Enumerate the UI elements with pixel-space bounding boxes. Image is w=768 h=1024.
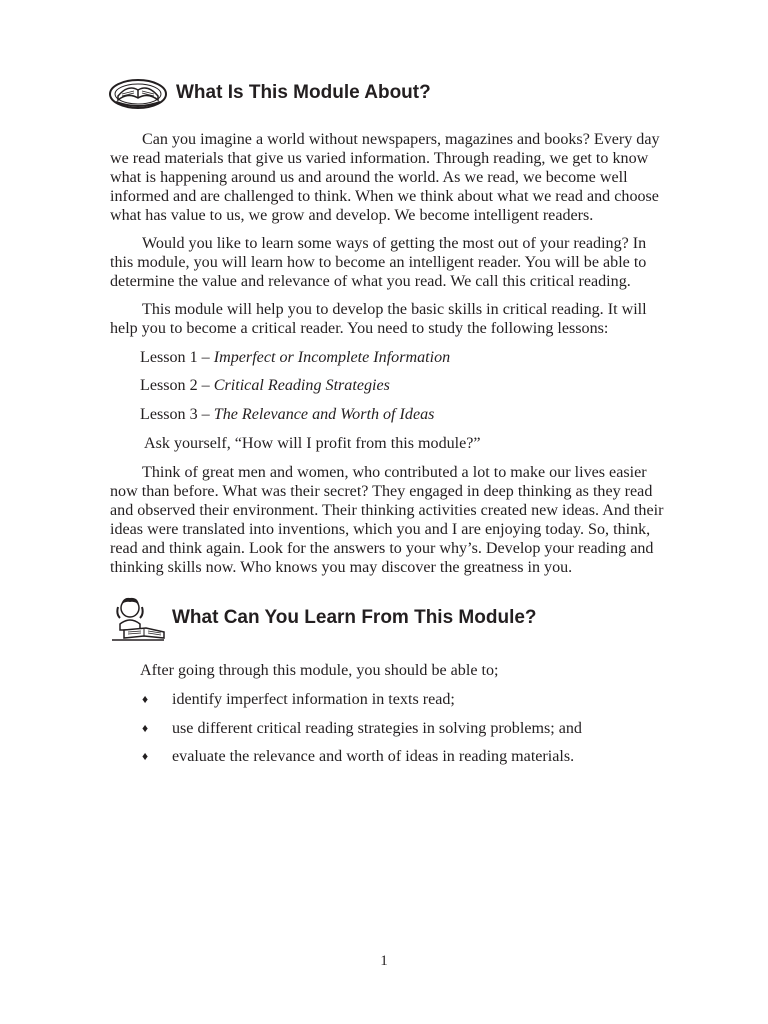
objective-item: identify imperfect information in texts read;: [172, 691, 455, 708]
lesson-label: Lesson 2 –: [140, 377, 214, 394]
diamond-bullet-icon: ♦: [142, 721, 149, 735]
section-title-learn: What Can You Learn From This Module?: [172, 607, 537, 628]
objective-item: evaluate the relevance and worth of ideas in reading materials.: [172, 748, 575, 765]
diamond-bullet-icon: ♦: [142, 692, 149, 706]
lesson-item: [140, 405, 434, 424]
section-heading-about: [108, 74, 431, 112]
open-book-icon: [108, 74, 168, 112]
section-title-about: What Is This Module About?: [176, 82, 431, 103]
skills-paragraph: This module will help you to develop the basic skills in critical reading. It will help you to become a critical reader. You need to study the following lessons:: [110, 301, 647, 337]
diamond-bullet-icon: ♦: [142, 749, 149, 763]
student-reading-icon: [108, 594, 166, 642]
page-number: 1: [380, 953, 388, 969]
reflection-question: Ask yourself, “How will I profit from this module?”: [144, 435, 481, 452]
lesson-title: The Relevance and Worth of Ideas: [213, 406, 435, 423]
lesson-item: [140, 348, 450, 367]
section-heading-learn: [108, 594, 537, 642]
closing-paragraph: Think of great men and women, who contributed a lot to make our lives easier now than before. What was their secret? They engaged in deep thinking as they read and observed their environment. Their thinking activities created new ideas. And their ideas were translated into inventions, which you and I are enjoying today. So, think, read and think again. Look for the answers to your why’s. Develop your reading and thinking skills now. Who knows you may discover the greatness in you.: [110, 464, 664, 576]
objective-item: use different critical reading strategies in solving problems; and: [172, 720, 582, 737]
lesson-label: Lesson 3 –: [140, 406, 214, 423]
lesson-item: [140, 376, 390, 395]
lesson-title: Imperfect or Incomplete Information: [213, 349, 451, 366]
objectives-intro: After going through this module, you should be able to;: [140, 662, 499, 679]
lesson-title: Critical Reading Strategies: [213, 377, 390, 394]
intro-paragraph: Can you imagine a world without newspapers, magazines and books? Every day we read materials that give us varied information. Through reading, we get to know what is happening around us and around the world. As we read, we become well informed and are challenged to think. When we think about what we read and choose what has value to us, we grow and develop. We become intelligent readers.: [110, 131, 660, 224]
learning-paragraph: Would you like to learn some ways of getting the most out of your reading? In this module, you will learn how to become an intelligent reader. You will be able to determine the value and relevance of what you read. We call this critical reading.: [110, 235, 647, 290]
lesson-label: Lesson 1 –: [140, 349, 214, 366]
